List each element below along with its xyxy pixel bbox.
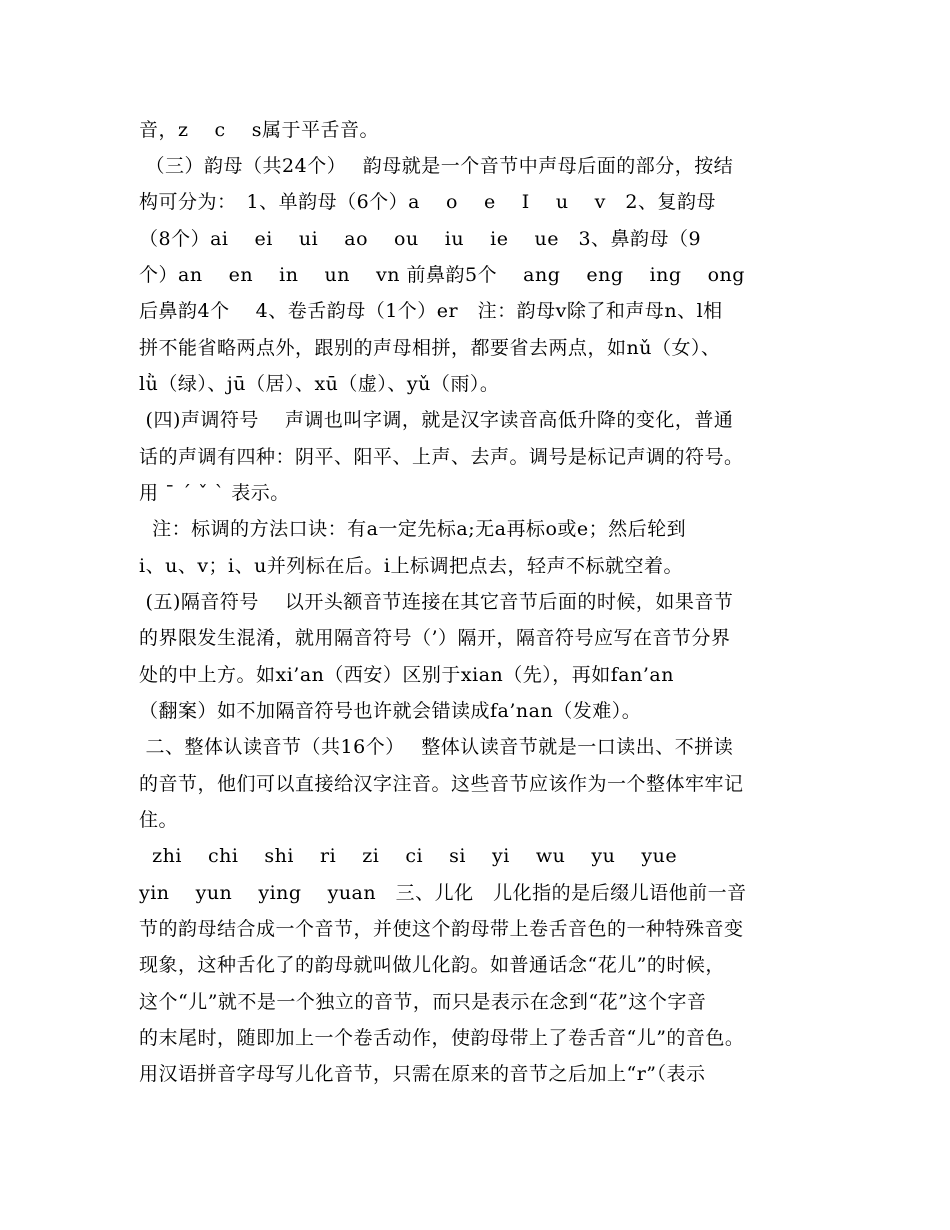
text-line: （8个）ai ei ui ao ou iu ie ue 3、鼻韵母（9: [139, 228, 702, 250]
text-line: (四)声调符号 声调也叫字调，就是汉字读音高低升降的变化，普通: [139, 409, 734, 431]
text-line: 处的中上方。如xi’an（西安）区别于xian（先），再如fan’an: [139, 664, 674, 686]
text-line: 音，z c s属于平舌音。: [139, 119, 379, 141]
text-line: 话的声调有四种：阴平、阳平、上声、去声。调号是标记声调的符号。: [139, 446, 744, 468]
text-line: 住。: [139, 809, 179, 831]
text-line: i、u、v；i、u并列标在后。i上标调把点去，轻声不标就空着。: [139, 555, 683, 577]
text-line: zhi chi shi ri zi ci si yi wu yu yue: [139, 845, 678, 867]
text-line: 个）an en in un vn 前鼻韵5个 ang eng ing ong: [139, 264, 745, 286]
text-line: （三）韵母（共24个） 韵母就是一个音节中声母后面的部分，按结: [139, 155, 734, 177]
text-line: 的末尾时，随即加上一个卷舌动作，使韵母带上了卷舌音“儿”的音色。: [139, 1027, 745, 1049]
text-line: 这个“儿”就不是一个独立的音节，而只是表示在念到“花”这个字音: [139, 991, 707, 1013]
text-line: 二、整体认读音节（共16个） 整体认读音节就是一口读出、不拼读: [139, 736, 734, 758]
text-line: （翻案）如不加隔音符号也许就会错读成fa’nan（发难）。: [139, 700, 642, 722]
text-line: yin yun ying yuan 三、儿化 儿化指的是后缀儿语他前一音: [139, 882, 747, 904]
text-line: 后鼻韵4个 4、卷舌韵母（1个）er 注：韵母v除了和声母n、l相: [139, 300, 723, 322]
text-line: 注：标调的方法口诀：有a一定先标a;无a再标o或e；然后轮到: [139, 518, 687, 540]
text-line: 拼不能省略两点外，跟别的声母相拼，都要省去两点，如nǔ（女）、: [139, 337, 721, 359]
text-line: 构可分为： 1、单韵母（6个）a o e I u v 2、复韵母: [139, 191, 716, 213]
text-line: 现象，这种舌化了的韵母就叫做儿化韵。如普通话念“花儿”的时候，: [139, 954, 725, 976]
text-line: (五)隔音符号 以开头额音节连接在其它音节后面的时候，如果音节: [139, 591, 734, 613]
text-line: lǜ（绿）、jū（居）、xū（虚）、yǔ（雨）。: [139, 373, 500, 395]
text-line: 的音节，他们可以直接给汉字注音。这些音节应该作为一个整体牢牢记: [139, 773, 744, 795]
text-line: 的界限发生混淆，就用隔音符号（’）隔开，隔音符号应写在音节分界: [139, 627, 731, 649]
text-line: 用汉语拼音字母写儿化音节，只需在原来的音节之后加上“r”（表示: [139, 1063, 706, 1085]
text-line: 节的韵母结合成一个音节，并使这个韵母带上卷舌音色的一种特殊音变: [139, 918, 744, 940]
text-line: 用 ˉ ˊ ˇ ˋ 表示。: [139, 482, 290, 504]
